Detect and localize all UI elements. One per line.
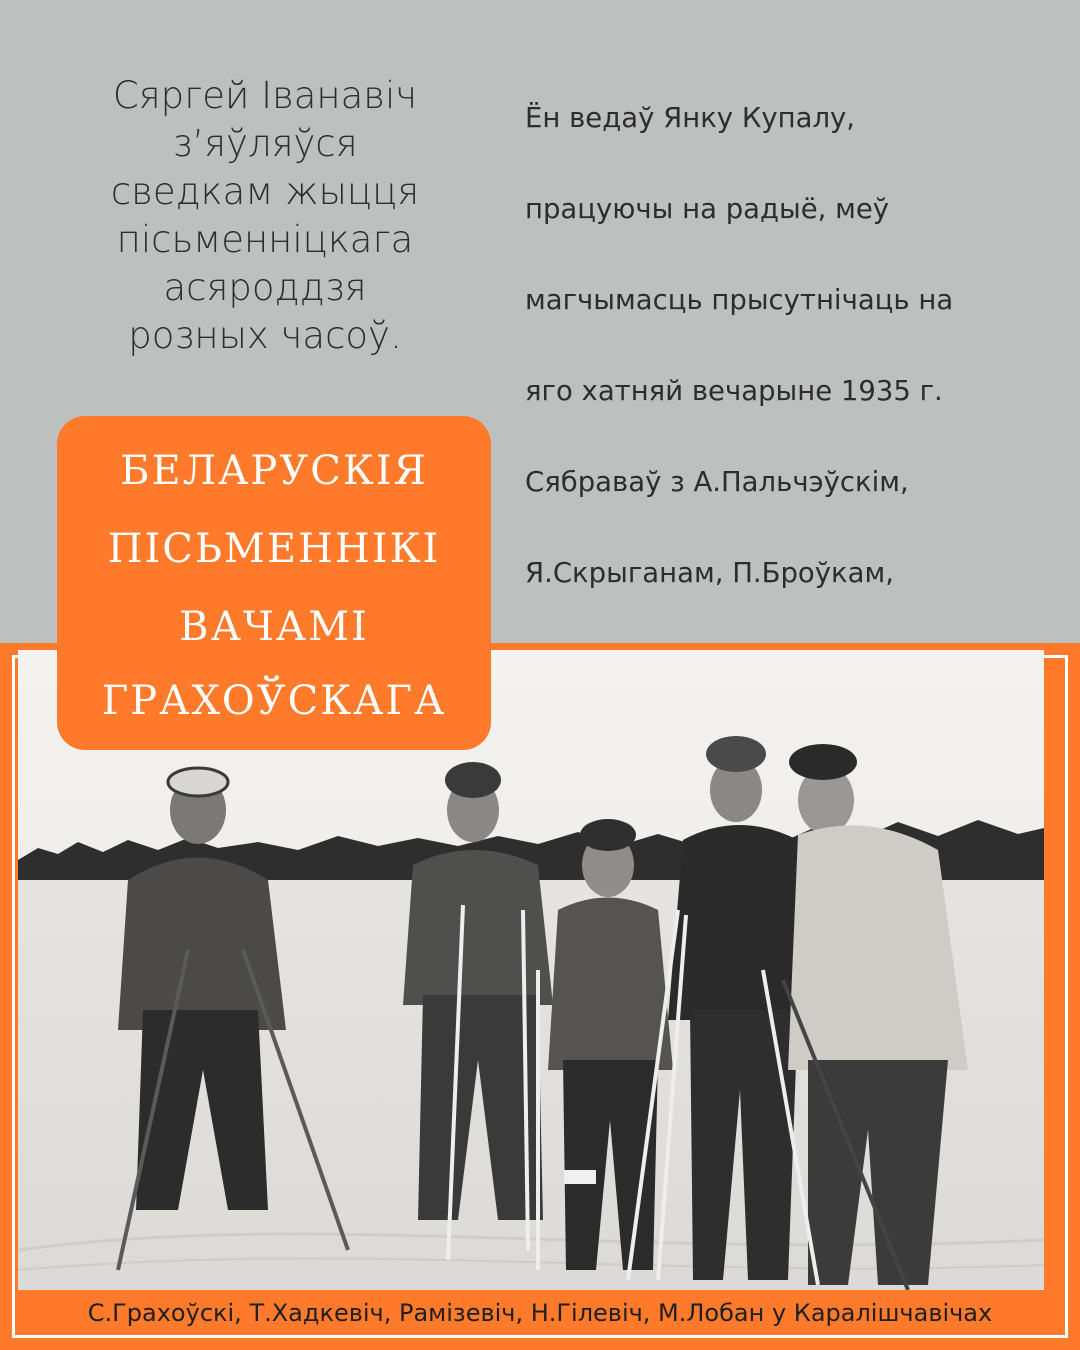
intro-line: сведкам жыцця [110, 170, 420, 213]
body-line: Сябраваў з А.Пальчэўскім, [525, 465, 909, 498]
body-line: магчымасць прысутнічаць на [525, 283, 954, 316]
intro-line: асяроддзя [163, 266, 367, 309]
intro-line: Сяргей Іванавіч [112, 74, 418, 117]
title-box [57, 416, 491, 750]
title-line: ВАЧАМІ [179, 604, 369, 650]
body-line: яго хатняй вечарыне 1935 г. [525, 374, 943, 407]
body-line: працуючы на радыё, меў [525, 192, 890, 225]
intro-line: розных часоў. [128, 314, 402, 357]
intro-line: з’яўляўся [172, 122, 358, 165]
intro-line: пісьменніцкага [116, 218, 414, 261]
intro-paragraph [70, 72, 460, 360]
photo-caption: С.Грахоўскі, Т.Хадкевіч, Рамізевіч, Н.Гілевіч, М.Лобан у Каралішчавічах [87, 1299, 993, 1327]
title-line: БЕЛАРУСКІЯ [120, 448, 428, 494]
body-line: Я.Скрыганам, П.Броўкам, [525, 556, 894, 589]
title-line: ПІСЬМЕННІКІ [107, 526, 441, 572]
title-line: ГРАХОЎСКАГА [101, 678, 447, 724]
body-line: Ён ведаў Янку Купалу, [525, 101, 856, 134]
